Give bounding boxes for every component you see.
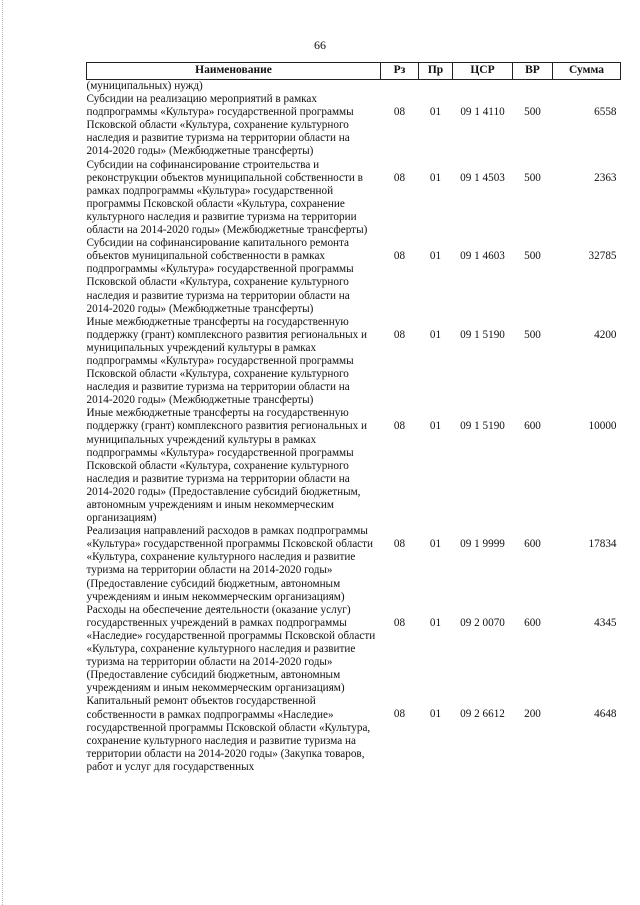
- row-vr: 500: [524, 106, 541, 119]
- row-vr: 600: [524, 616, 541, 629]
- table-row: [87, 407, 621, 525]
- table-row: [87, 695, 621, 774]
- row-pr: 01: [429, 420, 442, 433]
- row-rz: [381, 80, 419, 94]
- row-pr: 01: [429, 171, 442, 184]
- header-pr: Пр: [419, 63, 453, 80]
- row-pr: 01: [429, 616, 442, 629]
- row-pr: 01: [429, 708, 442, 721]
- row-name: Субсидии на софинансирование строительства и реконструкции объектов муниципальной собственности в рамках подпрограммы «Культура» государственной программы Псковской области «Культура, сохранение культурного наследия и развитие туризма на территории области на 2014-2020 годы» (Межбюджетные трансферты): [86, 158, 368, 237]
- row-csr: 09 1 5190: [460, 420, 505, 433]
- row-rz: 08: [393, 250, 406, 263]
- row-name: Субсидии на реализацию мероприятий в рамках подпрограммы «Культура» государственной программы Псковской области «Культура, сохранение культурного наследия и развитие туризма на территории области на 2014-2020 годы» (Межбюджетные трансферты): [86, 93, 354, 158]
- row-name: Субсидии на софинансирование капитального ремонта объектов муниципальной собственности в рамках подпрограммы «Культура» государственной программы Псковской области «Культура, сохранение культурного наследия и развитие туризма на территории области на 2014-2020 годы» (Межбюджетные трансферты): [86, 237, 354, 315]
- table-header-row: [87, 63, 621, 80]
- row-sum: [553, 80, 621, 94]
- row-vr: 500: [524, 250, 541, 263]
- row-csr: 09 2 6612: [460, 708, 505, 721]
- row-rz: 08: [393, 171, 406, 184]
- row-pr: 01: [429, 106, 442, 119]
- row-name: (муниципальных) нужд): [86, 80, 203, 92]
- row-vr: 500: [524, 328, 541, 341]
- scan-margin-line: [2, 0, 4, 905]
- table-row: [87, 237, 621, 316]
- table-row: [87, 604, 621, 696]
- header-sum: Сумма: [553, 63, 621, 80]
- row-csr: [453, 80, 513, 94]
- row-sum: 4345: [594, 616, 617, 629]
- row-sum: 4200: [594, 328, 617, 341]
- budget-table: [86, 62, 621, 774]
- row-name: Иные межбюджетные трансферты на государственную поддержку (грант) комплексного развития региональных и муниципальных учреждений культуры в рамках подпрограммы «Культура» государственной программы Псковской области «Культура, сохранение культурного наследия и развитие туризма на территории области на 2014-2020 годы» (Межбюджетные трансферты): [86, 315, 368, 407]
- row-csr: 09 1 4603: [460, 250, 505, 263]
- table-row: [87, 316, 621, 408]
- row-sum: 17834: [588, 538, 617, 551]
- row-pr: 01: [429, 250, 442, 263]
- page-number: 66: [314, 38, 326, 52]
- table-row: [87, 93, 621, 158]
- row-csr: 09 1 9999: [460, 538, 505, 551]
- row-vr: 500: [524, 171, 541, 184]
- row-pr: 01: [429, 328, 442, 341]
- row-vr: [513, 80, 553, 94]
- header-csr: ЦСР: [453, 63, 513, 80]
- table-row: [87, 159, 621, 238]
- row-vr: 600: [524, 420, 541, 433]
- table-row: [87, 80, 621, 94]
- row-sum: 10000: [588, 420, 617, 433]
- header-vr: ВР: [513, 63, 553, 80]
- row-rz: 08: [393, 106, 406, 119]
- row-name: Реализация направлений расходов в рамках подпрограммы «Культура» государственной программы Псковской области «Культура, сохранение культурного наследия и развитие туризма на территории области на 2014-2020 годы» (Предоставление субсидий бюджетным, автономным учреждениям и иным некоммерческим организациям): [86, 525, 374, 603]
- table-row: [87, 525, 621, 604]
- row-pr: 01: [429, 538, 442, 551]
- row-sum: 2363: [594, 171, 617, 184]
- row-rz: 08: [393, 538, 406, 551]
- row-csr: 09 1 5190: [460, 328, 505, 341]
- row-rz: 08: [393, 328, 406, 341]
- row-vr: 200: [524, 708, 541, 721]
- row-sum: 32785: [588, 250, 617, 263]
- header-name: Наименование: [87, 63, 381, 80]
- header-rz: Рз: [381, 63, 419, 80]
- row-name: Капитальный ремонт объектов государственной собственности в рамках подпрограммы «Наследие» государственной программы Псковской области «Культура, сохранение культурного наследия и развитие туризма на территории области на 2014-2020 годы» (Закупка товаров, работ и услуг для государственных: [86, 695, 371, 773]
- row-rz: 08: [393, 708, 406, 721]
- row-rz: 08: [393, 420, 406, 433]
- row-sum: 4648: [594, 708, 617, 721]
- row-sum: 6558: [594, 106, 617, 119]
- row-name: Расходы на обеспечение деятельности (оказание услуг) государственных учреждений в рамках подпрограммы «Наследие» государственной программы Псковской области «Культура, сохранение культурного наследия и развитие туризма на территории области на 2014-2020 годы» (Предоставление субсидий бюджетным, автономным учреждениям и иным некоммерческим организациям): [86, 603, 376, 695]
- row-csr: 09 1 4110: [460, 106, 505, 119]
- row-csr: 09 2 0070: [460, 616, 505, 629]
- row-name: Иные межбюджетные трансферты на государственную поддержку (грант) комплексного развития региональных и муниципальных учреждений культуры в рамках подпрограммы «Культура» государственной программы Псковской области «Культура, сохранение культурного наследия и развитие туризма на территории области на 2014-2020 годы» (Предоставление субсидий бюджетным, автономным учреждениям и иным некоммерческим организациям): [86, 407, 368, 525]
- row-vr: 600: [524, 538, 541, 551]
- row-pr: [419, 80, 453, 94]
- row-rz: 08: [393, 616, 406, 629]
- row-csr: 09 1 4503: [460, 171, 505, 184]
